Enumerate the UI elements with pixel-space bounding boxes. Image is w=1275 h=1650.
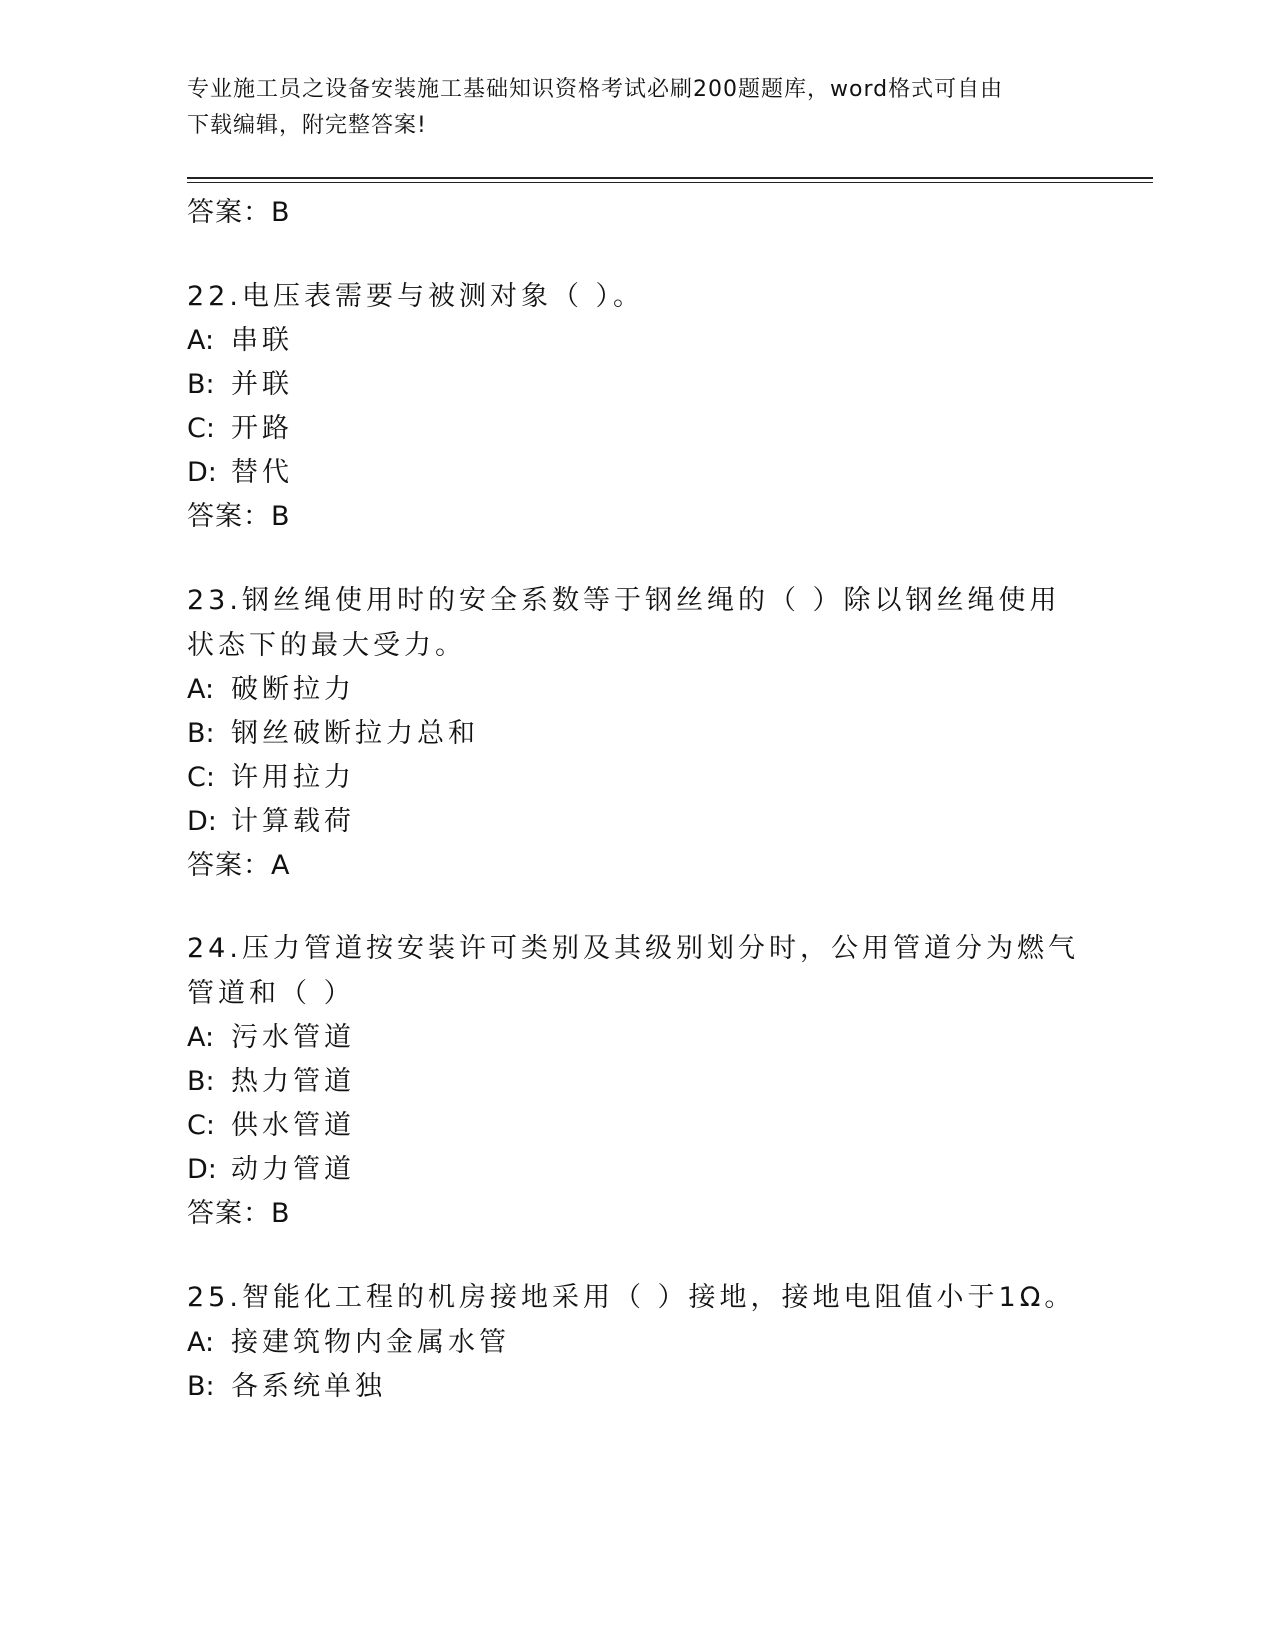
option-text: 破断拉力	[231, 674, 355, 705]
question-22-option-b	[187, 362, 293, 401]
option-letter: D:	[187, 806, 217, 837]
question-22-option-a	[187, 318, 293, 357]
option-text: 并联	[231, 369, 293, 400]
question-25-option-b	[187, 1364, 386, 1403]
question-22-text: 22.电压表需要与被测对象（ ）。	[187, 281, 645, 312]
header-rule-thick	[187, 177, 1153, 179]
header-line-1: 专业施工员之设备安装施工基础知识资格考试必刷200题题库，word格式可自由	[187, 77, 1004, 102]
option-letter: C:	[187, 762, 215, 793]
option-letter: A:	[187, 325, 215, 356]
option-letter: C:	[187, 1110, 215, 1141]
option-letter: B:	[187, 1371, 215, 1402]
option-letter: A:	[187, 1022, 215, 1053]
question-22-option-c	[187, 406, 293, 445]
question-22-option-d	[187, 450, 293, 489]
header-rule-thin	[187, 182, 1153, 183]
option-letter: D:	[187, 457, 217, 488]
question-25-option-a	[187, 1320, 510, 1359]
answer-q22: 答案：B	[187, 501, 291, 532]
option-text: 替代	[231, 457, 293, 488]
question-24-option-c	[187, 1103, 355, 1142]
question-24-text: 24.压力管道按安装许可类别及其级别划分时，公用管道分为燃气管道和（ ）	[187, 933, 1079, 1009]
question-23-text: 23.钢丝绳使用时的安全系数等于钢丝绳的（ ）除以钢丝绳使用状态下的最大受力。	[187, 585, 1061, 661]
option-letter: D:	[187, 1154, 217, 1185]
option-text: 动力管道	[231, 1154, 355, 1185]
option-text: 许用拉力	[231, 762, 355, 793]
question-24-option-a	[187, 1015, 355, 1054]
option-letter: A:	[187, 1327, 215, 1358]
option-letter: B:	[187, 718, 215, 749]
option-text: 钢丝破断拉力总和	[231, 718, 479, 749]
option-text: 各系统单独	[231, 1371, 386, 1402]
question-23-option-b	[187, 711, 479, 750]
option-text: 串联	[231, 325, 293, 356]
question-24-option-d	[187, 1147, 355, 1186]
option-letter: C:	[187, 413, 215, 444]
question-23-option-c	[187, 755, 355, 794]
option-letter: B:	[187, 1066, 215, 1097]
option-text: 污水管道	[231, 1022, 355, 1053]
option-text: 开路	[231, 413, 293, 444]
answer-q23: 答案：A	[187, 850, 291, 881]
answer-q21: 答案：B	[187, 197, 291, 228]
question-24-option-b	[187, 1059, 355, 1098]
header-line-2: 下载编辑，附完整答案!	[187, 113, 427, 138]
option-text: 计算载荷	[231, 806, 355, 837]
document-header	[187, 72, 1067, 144]
question-23-option-d	[187, 799, 355, 838]
answer-q24: 答案：B	[187, 1198, 291, 1229]
question-23-option-a	[187, 667, 355, 706]
option-letter: B:	[187, 369, 215, 400]
option-text: 热力管道	[231, 1066, 355, 1097]
option-letter: A:	[187, 674, 215, 705]
option-text: 供水管道	[231, 1110, 355, 1141]
option-text: 接建筑物内金属水管	[231, 1327, 510, 1358]
question-25-text: 25.智能化工程的机房接地采用（ ）接地，接地电阻值小于1Ω。	[187, 1282, 1076, 1313]
